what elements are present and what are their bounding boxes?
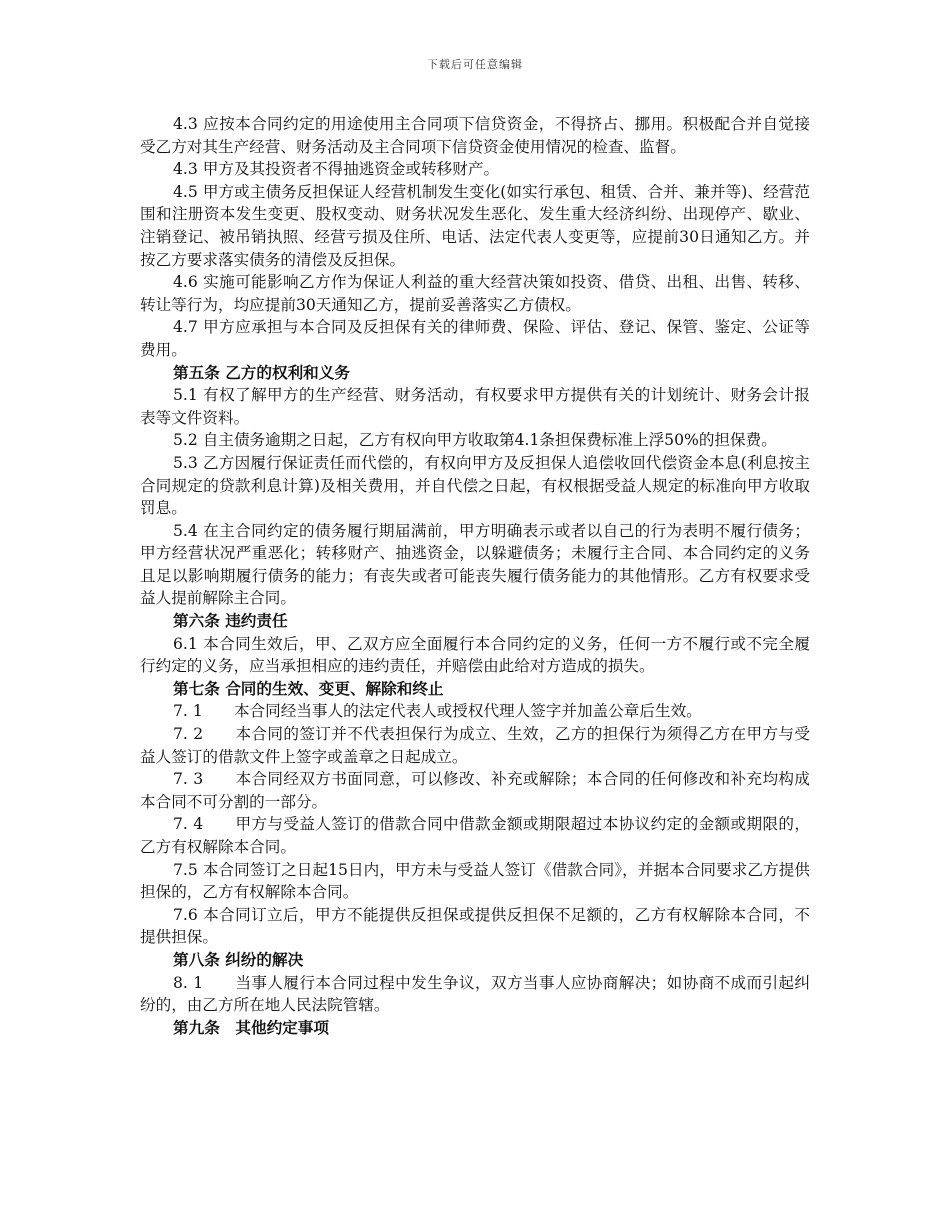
clause-7-5: 7.5 本合同签订之日起15日内，甲方未与受益人签订《借款合同》，并据本合同要求乙方提供担保的，乙方有权解除本合同。 [140,860,810,902]
clause-4-5: 4.5 甲方或主债务反担保证人经营机制发生变化(如实行承包、租赁、合并、兼并等)、经营范围和注册资本发生变更、股权变动、财务状况发生恶化、发生重大经济纠纷、出现停产、歇业、注销登记、被吊销执照、经营亏损及住所、电话、法定代表人变更等，应提前30日通知乙方。并按乙方要求落实债务的清偿及反担保。 [140,182,810,269]
article-9-heading: 第九条 其他约定事项 [173,1017,329,1037]
clause-7-2: 7. 2 本合同的签订并不代表担保行为成立、生效，乙方的担保行为须得乙方在甲方与受益人签订的借款文件上签字或盖章之日起成立。 [140,725,810,766]
clause-7-4: 7. 4 甲方与受益人签订的借款合同中借款金额或期限超过本协议约定的金额或期限的，乙方有权解除本合同。 [140,815,810,856]
article-6-heading: 第六条 违约责任 [173,611,288,631]
article-8-heading: 第八条 纠纷的解决 [173,949,304,969]
clause-4-3-b: 4.3 甲方及其投资者不得抽逃资金或转移财产。 [173,160,500,179]
clause-6-1: 6.1 本合同生效后，甲、乙双方应全面履行本合同约定的义务，任何一方不履行或不完全履行约定的义务，应当承担相应的违约责任，并赔偿由此给对方造成的损失。 [140,634,810,676]
clause-4-7: 4.7 甲方应承担与本合同及反担保有关的律师费、保险、评估、登记、保管、鉴定、公证等费用。 [140,318,810,359]
page-header: 下载后可任意编辑 [427,58,523,71]
clause-7-3: 7. 3 本合同经双方书面同意，可以修改、补充或解除；本合同的任何修改和补充均构成本合同不可分割的一部分。 [140,770,810,811]
article-5-heading: 第五条 乙方的权利和义务 [173,362,350,382]
clause-8-1: 8. 1 当事人履行本合同过程中发生争议，双方当事人应协商解决；如协商不成而引起纠纷的，由乙方所在地人民法院管辖。 [140,973,810,1015]
document-body [140,113,810,1039]
clause-5-2: 5.2 自主债务逾期之日起，乙方有权向甲方收取第4.1条担保费标准上浮50%的担保费。 [173,431,777,450]
clause-5-4: 5.4 在主合同约定的债务履行期届满前，甲方明确表示或者以自己的行为表明不履行债务；甲方经营状况严重恶化；转移财产、抽逃资金，以躲避债务；未履行主合同、本合同约定的义务且足以影响期履行债务的能力；有丧失或者可能丧失履行债务能力的其他情形。乙方有权要求受益人提前解除主合同。 [140,521,810,608]
clause-4-3-a: 4.3 应按本合同约定的用途使用主合同项下信贷资金，不得挤占、挪用。积极配合并自觉接受乙方对其生产经营、财务活动及主合同项下信贷资金使用情况的检查、监督。 [140,115,810,156]
clause-5-3: 5.3 乙方因履行保证责任而代偿的，有权向甲方及反担保人追偿收回代偿资金本息(利息按主合同规定的贷款利息计算)及相关费用，并自代偿之日起，有权根据受益人规定的标准向甲方收取罚息。 [140,453,810,518]
article-7-heading: 第七条 合同的生效、变更、解除和终止 [173,678,444,698]
clause-7-1: 7. 1 本合同经当事人的法定代表人或授权代理人签字并加盖公章后生效。 [173,702,702,721]
clause-4-6: 4.6 实施可能影响乙方作为保证人利益的重大经营决策如投资、借贷、出租、出售、转移、转让等行为，均应提前30天通知乙方，提前妥善落实乙方债权。 [140,273,810,314]
clause-5-1: 5.1 有权了解甲方的生产经营、财务活动，有权要求甲方提供有关的计划统计、财务会计报表等文件资料。 [140,386,810,427]
clause-7-6: 7.6 本合同订立后，甲方不能提供反担保或提供反担保不足额的，乙方有权解除本合同，不提供担保。 [140,905,810,947]
